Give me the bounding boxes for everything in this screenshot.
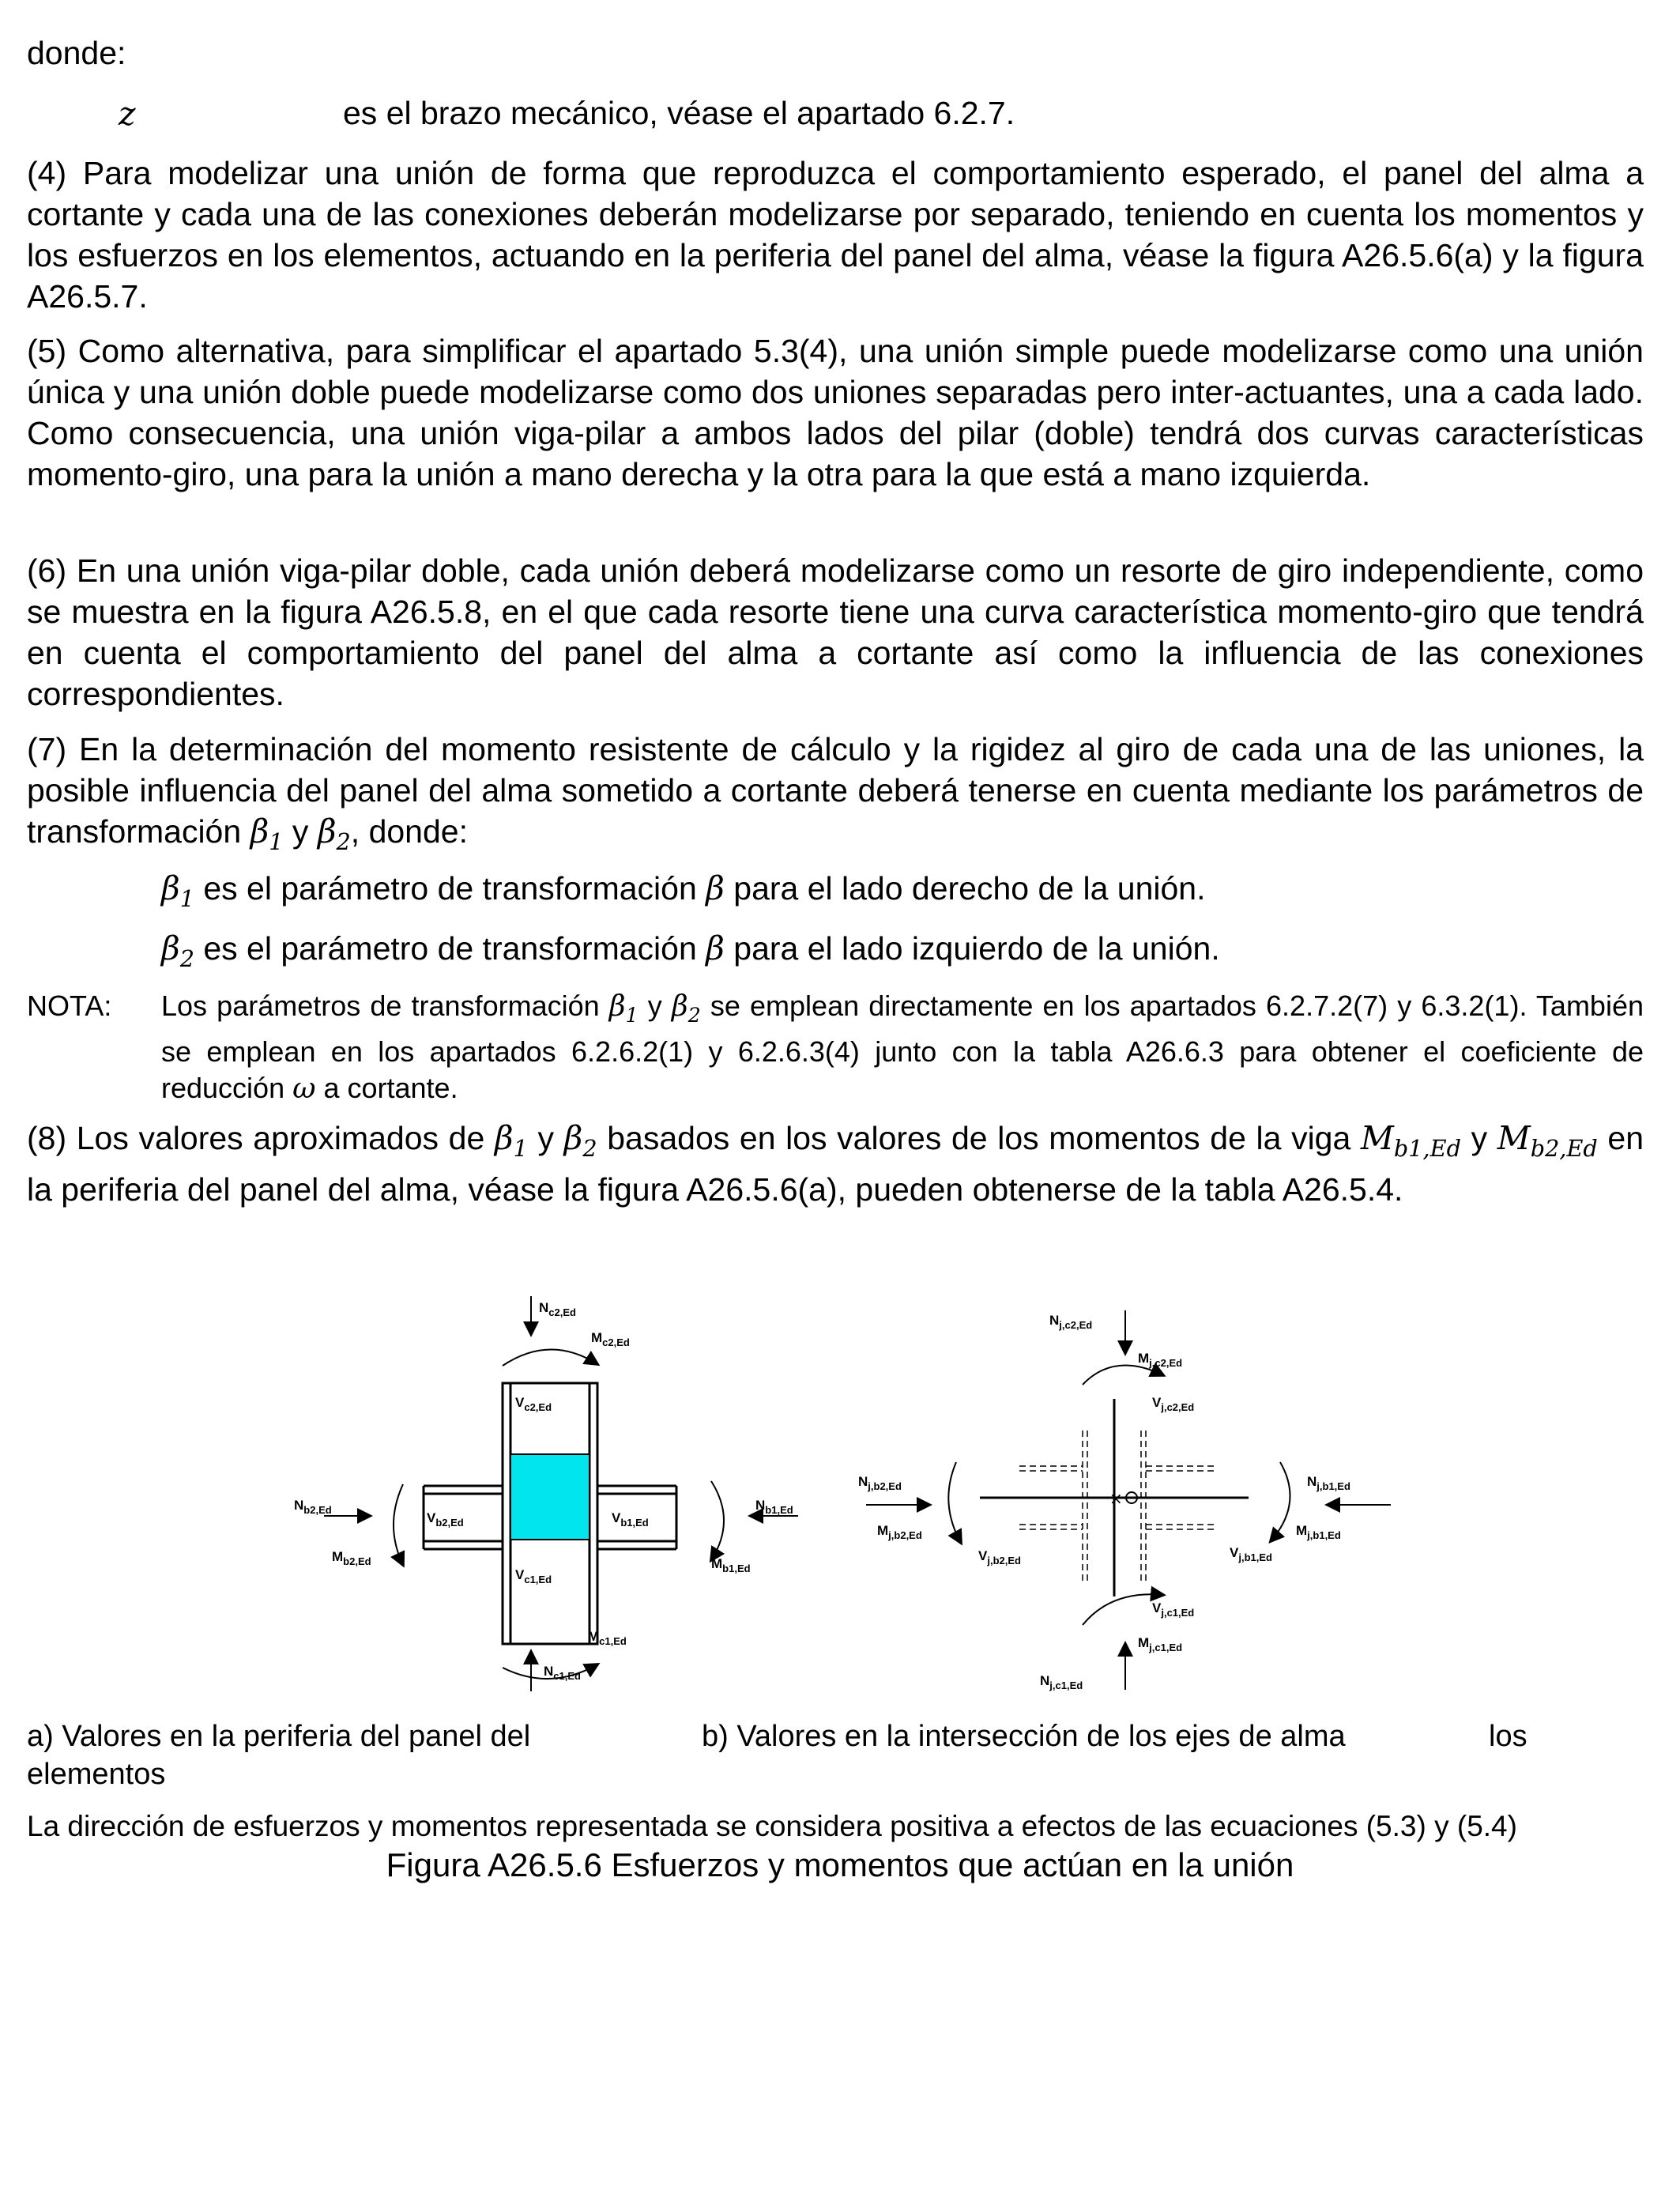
- paragraph-5: (5) Como alternativa, para simplificar el apartado 5.3(4), una unión simple puede modelizarse como una unión única y una unión doble puede modelizarse como dos uniones separadas pero inter-actuantes, una a cada lado. Como consecuencia, una unión viga-pilar a ambos lados del pilar (doble) tendrá dos curvas características momento-giro, una para la unión a mano derecha y la otra para la que está a mano izquierda.: [27, 333, 1644, 492]
- label-n-c2: $N_{c2,Ed}$: [539, 1300, 576, 1318]
- label-v-b2: $V_{b2,Ed}$: [427, 1510, 464, 1529]
- label-v-c2: $V_{c2,Ed}$: [515, 1395, 552, 1413]
- label-m-b2: $M_{b2,Ed}$: [332, 1549, 371, 1567]
- label-v-j-c2: $V_{j,c2,Ed}$: [1152, 1395, 1195, 1413]
- label-m-b1: $M_{b1,Ed}$: [711, 1556, 751, 1574]
- symbol-z: z: [119, 95, 136, 133]
- caption-a-continued: elementos: [27, 1758, 166, 1791]
- label-v-j-c1: $V_{j,c1,Ed}$: [1152, 1600, 1195, 1619]
- paragraph-4: (4) Para modelizar una unión de forma que reproduzca el comportamiento esperado, el panel del alma a cortante y cada una de las conexiones deberán modelizarse por separado, teniendo en cuenta los momentos y los esfuerzos en los elementos, actuando en la periferia del panel del alma, véase la figura A26.5.6(a) y la figura A26.5.7.: [27, 155, 1644, 315]
- label-n-j-b1: $N_{j,b1,Ed}$: [1307, 1474, 1350, 1492]
- label-n-b2: $N_{b2,Ed}$: [294, 1498, 332, 1516]
- figure-b-diagram: [853, 1296, 1422, 1691]
- paragraph-8: (8) Los valores aproximados de $\beta_1$ y $\beta_2$ basados en los valores de los momentos de la viga $M_{b1,Ed}$ y $M_{b2,Ed}$ en la periferia del panel del alma, véase la figura A26.5.6(a), pueden obtenerse de la tabla A26.5.4.: [27, 1119, 1644, 1208]
- label-m-c1: $M_{c1,Ed}$: [588, 1629, 627, 1647]
- label-m-j-c1: $M_{j,c1,Ed}$: [1138, 1635, 1183, 1653]
- caption-a: a) Valores en la periferia del panel del: [27, 1720, 531, 1753]
- figure-title: Figura A26.5.6 Esfuerzos y momentos que actúan en la unión: [386, 1846, 1294, 1883]
- label-n-b1: $N_{b1,Ed}$: [755, 1498, 793, 1516]
- web-panel: [510, 1454, 590, 1540]
- label-m-j-b1: $M_{j,b1,Ed}$: [1296, 1523, 1341, 1541]
- label-v-c1: $V_{c1,Ed}$: [515, 1567, 552, 1585]
- label-n-c1: $N_{c1,Ed}$: [544, 1664, 581, 1682]
- label-v-j-b2: $V_{j,b2,Ed}$: [978, 1548, 1021, 1566]
- label-v-j-b1: $V_{j,b1,Ed}$: [1230, 1545, 1272, 1563]
- definition-z-text: es el brazo mecánico, véase el apartado 6.2.7.: [343, 95, 1015, 131]
- label-m-j-b2: $M_{j,b2,Ed}$: [877, 1523, 922, 1541]
- definition-beta2: $\beta_2$ es el parámetro de transformación β para el lado izquierdo de la unión.: [161, 929, 1220, 973]
- caption-note: La dirección de esfuerzos y momentos representada se considera positiva a efectos de las ecuaciones (5.3) y (5.4): [27, 1810, 1517, 1842]
- intro-text: donde:: [27, 35, 126, 71]
- definition-beta1: $\beta_1$ es el parámetro de transformación β para el lado derecho de la unión.: [161, 869, 1206, 913]
- caption-b: b) Valores en la intersección de los ejes de alma: [702, 1720, 1346, 1753]
- caption-los: los: [1489, 1720, 1527, 1753]
- paragraph-7: (7) En la determinación del momento resistente de cálculo y la rigidez al giro de cada una de las uniones, la posible influencia del panel del alma sometido a cortante deberá tenerse en cuenta mediante los parámetros de transformación $\beta_1$ y $\beta_2$, donde:: [27, 731, 1644, 856]
- label-n-j-c1: $N_{j,c1,Ed}$: [1040, 1673, 1083, 1691]
- label-v-b1: $V_{b1,Ed}$: [612, 1510, 649, 1529]
- svg-text:×: ×: [1109, 1489, 1123, 1508]
- paragraph-6: (6) En una unión viga-pilar doble, cada unión deberá modelizarse como un resorte de giro independiente, como se muestra en la figura A26.5.8, en el que cada resorte tiene una curva característica momento-giro que tendrá en cuenta el comportamiento del panel del alma a cortante así como la influencia de las conexiones correspondientes.: [27, 552, 1644, 712]
- note-text: Los parámetros de transformación $\beta_1$ y $\beta_2$ se emplean directamente en los apartados 6.2.7.2(7) y 6.3.2(1). También se emplean en los apartados 6.2.6.2(1) y 6.2.6.3(4) junto con la tabla A26.6.3 para obtener el coeficiente de reducción ω a cortante.: [161, 990, 1644, 1106]
- figure-a-diagram: [284, 1288, 838, 1699]
- label-n-j-c2: $N_{j,c2,Ed}$: [1049, 1313, 1093, 1331]
- note-label: NOTA:: [27, 990, 112, 1022]
- label-m-j-c2: $M_{j,c2,Ed}$: [1138, 1351, 1183, 1369]
- label-n-j-b2: $N_{j,b2,Ed}$: [858, 1474, 902, 1492]
- label-m-c2: $M_{c2,Ed}$: [591, 1330, 630, 1348]
